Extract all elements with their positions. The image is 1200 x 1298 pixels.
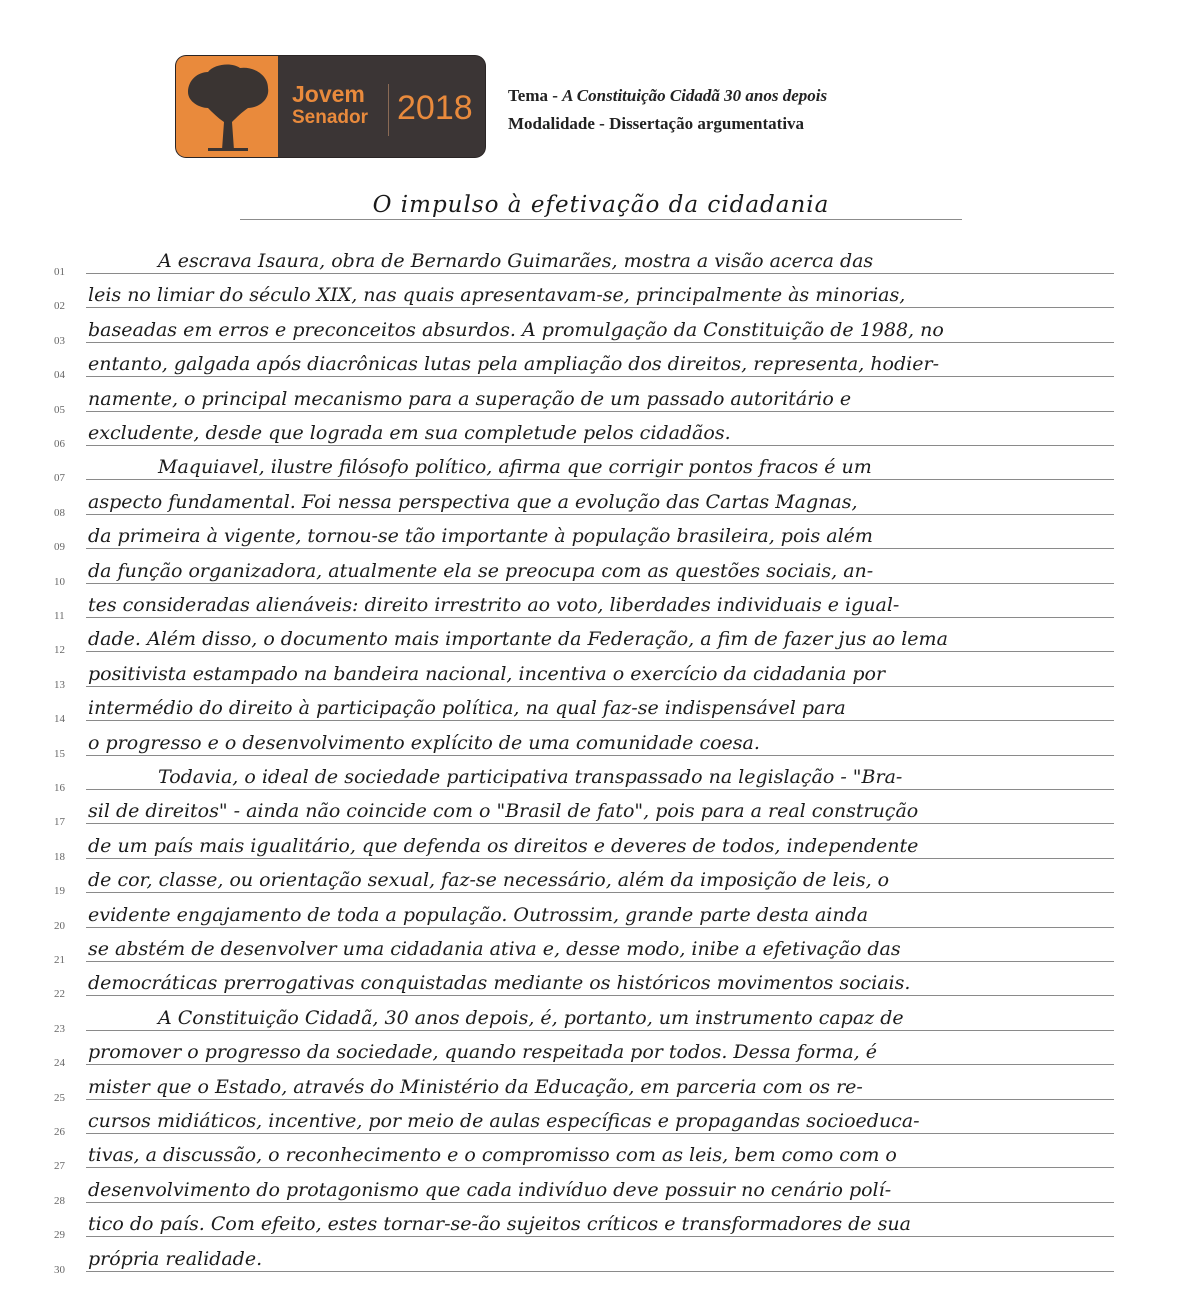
modality-label: Modalidade - bbox=[508, 114, 610, 133]
handwritten-text: cursos midiáticos, incentive, por meio de aulas específicas e propagandas socioeduca- bbox=[88, 1110, 920, 1132]
handwritten-text: de cor, classe, ou orientação sexual, faz-se necessário, além da imposição de leis, o bbox=[88, 869, 890, 892]
essay-line bbox=[0, 1001, 1200, 1035]
line-rule bbox=[86, 1167, 1114, 1168]
line-rule bbox=[86, 961, 1114, 962]
line-rule bbox=[86, 411, 1114, 412]
line-rule bbox=[86, 342, 1114, 343]
handwritten-text: A Constituição Cidadã, 30 anos depois, é, portanto, um instrumento capaz de bbox=[158, 1006, 904, 1029]
essay-line bbox=[0, 622, 1200, 656]
handwritten-text: própria realidade. bbox=[88, 1247, 263, 1270]
theme-label: Tema - bbox=[508, 86, 563, 105]
logo-year: 2018 bbox=[397, 89, 473, 127]
jovem-senador-logo bbox=[176, 56, 485, 157]
line-number: 28 bbox=[54, 1194, 65, 1207]
essay-line bbox=[0, 898, 1200, 932]
handwritten-text: de um país mais igualitário, que defenda os direitos e deveres de todos, independente bbox=[88, 834, 919, 857]
essay-line bbox=[0, 347, 1200, 381]
essay-line bbox=[0, 1104, 1200, 1138]
essay-line bbox=[0, 691, 1200, 725]
handwritten-text: mister que o Estado, através do Ministério da Educação, em parceria com os re- bbox=[88, 1075, 863, 1098]
line-number: 19 bbox=[54, 885, 65, 898]
essay-line bbox=[0, 450, 1200, 484]
essay-line bbox=[0, 1035, 1200, 1069]
line-number: 15 bbox=[54, 747, 65, 760]
line-rule bbox=[86, 1064, 1114, 1065]
logo-senador-text: Senador bbox=[292, 107, 369, 128]
line-number: 22 bbox=[54, 988, 65, 1001]
handwritten-text: promover o progresso da sociedade, quando respeitada por todos. Dessa forma, é bbox=[88, 1041, 877, 1064]
essay-line bbox=[0, 932, 1200, 966]
essay-line bbox=[0, 829, 1200, 863]
modality-heading bbox=[508, 114, 804, 134]
handwritten-text: tes consideradas alienáveis: direito irrestrito ao voto, liberdades individuais e igual- bbox=[88, 594, 900, 616]
title-rule bbox=[240, 219, 962, 220]
essay-line bbox=[0, 485, 1200, 519]
line-number: 05 bbox=[54, 403, 65, 416]
essay-line bbox=[0, 966, 1200, 1000]
essay-line bbox=[0, 794, 1200, 828]
essay-line bbox=[0, 554, 1200, 588]
handwritten-text: se abstém de desenvolver uma cidadania ativa e, desse modo, inibe a efetivação das bbox=[88, 938, 901, 960]
logo-orange-panel bbox=[176, 56, 278, 157]
line-number: 03 bbox=[54, 334, 65, 347]
line-number: 27 bbox=[54, 1160, 65, 1173]
line-rule bbox=[86, 376, 1114, 377]
line-number: 11 bbox=[54, 610, 65, 622]
essay-line bbox=[0, 1173, 1200, 1207]
line-number: 12 bbox=[54, 644, 65, 657]
line-rule bbox=[86, 1271, 1114, 1272]
line-number: 09 bbox=[54, 541, 65, 554]
line-rule bbox=[86, 686, 1114, 687]
line-number: 26 bbox=[54, 1126, 65, 1138]
line-number: 18 bbox=[54, 850, 65, 863]
line-rule bbox=[86, 755, 1114, 756]
line-rule bbox=[86, 892, 1114, 893]
handwritten-text: o progresso e o desenvolvimento explícito de uma comunidade coesa. bbox=[88, 731, 760, 754]
line-number: 10 bbox=[54, 575, 65, 588]
handwritten-text: positivista estampado na bandeira nacional, incentiva o exercício da cidadania por bbox=[88, 662, 886, 685]
essay-line bbox=[0, 657, 1200, 691]
line-number: 16 bbox=[54, 782, 65, 794]
line-rule bbox=[86, 823, 1114, 824]
line-rule bbox=[86, 548, 1114, 549]
handwritten-text: leis no limiar do século XIX, nas quais apresentavam-se, principalmente às minorias, bbox=[88, 284, 906, 307]
line-number: 24 bbox=[54, 1057, 65, 1070]
tree-icon bbox=[182, 62, 274, 154]
line-number: 25 bbox=[54, 1091, 65, 1104]
essay-line bbox=[0, 863, 1200, 897]
handwritten-text: entanto, galgada após diacrônicas lutas pela ampliação dos direitos, representa, hodier- bbox=[88, 353, 939, 376]
essay-line bbox=[0, 519, 1200, 553]
handwritten-text: A escrava Isaura, obra de Bernardo Guimarães, mostra a visão acerca das bbox=[158, 250, 874, 272]
line-rule bbox=[86, 858, 1114, 859]
essay-line bbox=[0, 588, 1200, 622]
theme-value: A Constituição Cidadã 30 anos depois bbox=[562, 86, 828, 105]
line-number: 07 bbox=[54, 472, 65, 485]
line-rule bbox=[86, 617, 1114, 618]
line-number: 29 bbox=[54, 1229, 65, 1242]
line-number: 23 bbox=[54, 1022, 65, 1035]
handwritten-text: dade. Além disso, o documento mais importante da Federação, a fim de fazer jus ao lema bbox=[88, 628, 948, 651]
handwritten-text: Maquiavel, ilustre filósofo político, afirma que corrigir pontos fracos é um bbox=[158, 456, 872, 479]
essay-line bbox=[0, 244, 1200, 278]
handwritten-text: tico do país. Com efeito, estes tornar-se-ão sujeitos críticos e transformadores de sua bbox=[88, 1213, 911, 1236]
line-number: 21 bbox=[54, 954, 65, 966]
line-rule bbox=[86, 927, 1114, 928]
handwritten-text: desenvolvimento do protagonismo que cada indivíduo deve possuir no cenário polí- bbox=[88, 1178, 892, 1201]
modality-value: Dissertação argumentativa bbox=[609, 114, 805, 133]
handwritten-text: evidente engajamento de toda a população. Outrossim, grande parte desta ainda bbox=[88, 903, 869, 926]
line-rule bbox=[86, 514, 1114, 515]
handwritten-text: aspecto fundamental. Foi nessa perspectiva que a evolução das Cartas Magnas, bbox=[88, 490, 858, 513]
line-rule bbox=[86, 1133, 1114, 1134]
handwritten-text: excludente, desde que lograda em sua completude pelos cidadãos. bbox=[88, 422, 731, 444]
logo-jovem-text: Jovem bbox=[292, 81, 365, 107]
line-rule bbox=[86, 1236, 1114, 1237]
line-number: 14 bbox=[54, 713, 65, 726]
essay-line bbox=[0, 760, 1200, 794]
line-number: 08 bbox=[54, 506, 65, 519]
line-rule bbox=[86, 583, 1114, 584]
line-rule bbox=[86, 1202, 1114, 1203]
line-rule bbox=[86, 445, 1114, 446]
essay-title: O impulso à efetivação da cidadania bbox=[372, 192, 830, 218]
essay-line bbox=[0, 1242, 1200, 1276]
line-number: 17 bbox=[54, 816, 65, 829]
essay-line bbox=[0, 382, 1200, 416]
line-number: 04 bbox=[54, 369, 65, 382]
essay-line bbox=[0, 726, 1200, 760]
handwritten-text: baseadas em erros e preconceitos absurdos. A promulgação da Constituição de 1988, no bbox=[88, 318, 944, 341]
handwritten-text: intermédio do direito à participação política, na qual faz-se indispensável para bbox=[88, 697, 846, 720]
line-rule bbox=[86, 1030, 1114, 1031]
line-number: 01 bbox=[54, 266, 65, 278]
line-number: 20 bbox=[54, 919, 65, 932]
essay-line bbox=[0, 416, 1200, 450]
line-number: 06 bbox=[54, 438, 65, 450]
line-rule bbox=[86, 651, 1114, 652]
essay-line bbox=[0, 313, 1200, 347]
handwritten-text: sil de direitos" - ainda não coincide com o "Brasil de fato", pois para a real construção bbox=[88, 800, 919, 823]
handwritten-text: Todavia, o ideal de sociedade participativa transpassado na legislação - "Bra- bbox=[158, 766, 903, 788]
line-rule bbox=[86, 479, 1114, 480]
essay-line bbox=[0, 1207, 1200, 1241]
line-rule bbox=[86, 307, 1114, 308]
line-rule bbox=[86, 720, 1114, 721]
handwritten-text: da função organizadora, atualmente ela se preocupa com as questões sociais, an- bbox=[88, 559, 874, 582]
handwritten-text: democráticas prerrogativas conquistadas mediante os históricos movimentos sociais. bbox=[88, 972, 911, 995]
line-number: 13 bbox=[54, 678, 65, 691]
theme-heading bbox=[508, 86, 827, 106]
logo-divider bbox=[388, 84, 389, 136]
handwritten-text: namente, o principal mecanismo para a superação de um passado autoritário e bbox=[88, 387, 852, 410]
line-rule bbox=[86, 1099, 1114, 1100]
line-number: 02 bbox=[54, 300, 65, 313]
line-rule bbox=[86, 995, 1114, 996]
handwritten-text: tivas, a discussão, o reconhecimento e o compromisso com as leis, bem como com o bbox=[88, 1144, 897, 1167]
essay-line bbox=[0, 1138, 1200, 1172]
line-rule bbox=[86, 273, 1114, 274]
handwritten-text: da primeira à vigente, tornou-se tão importante à população brasileira, pois além bbox=[88, 525, 873, 548]
line-rule bbox=[86, 789, 1114, 790]
line-number: 30 bbox=[54, 1263, 65, 1276]
essay-line bbox=[0, 278, 1200, 312]
essay-line bbox=[0, 1070, 1200, 1104]
